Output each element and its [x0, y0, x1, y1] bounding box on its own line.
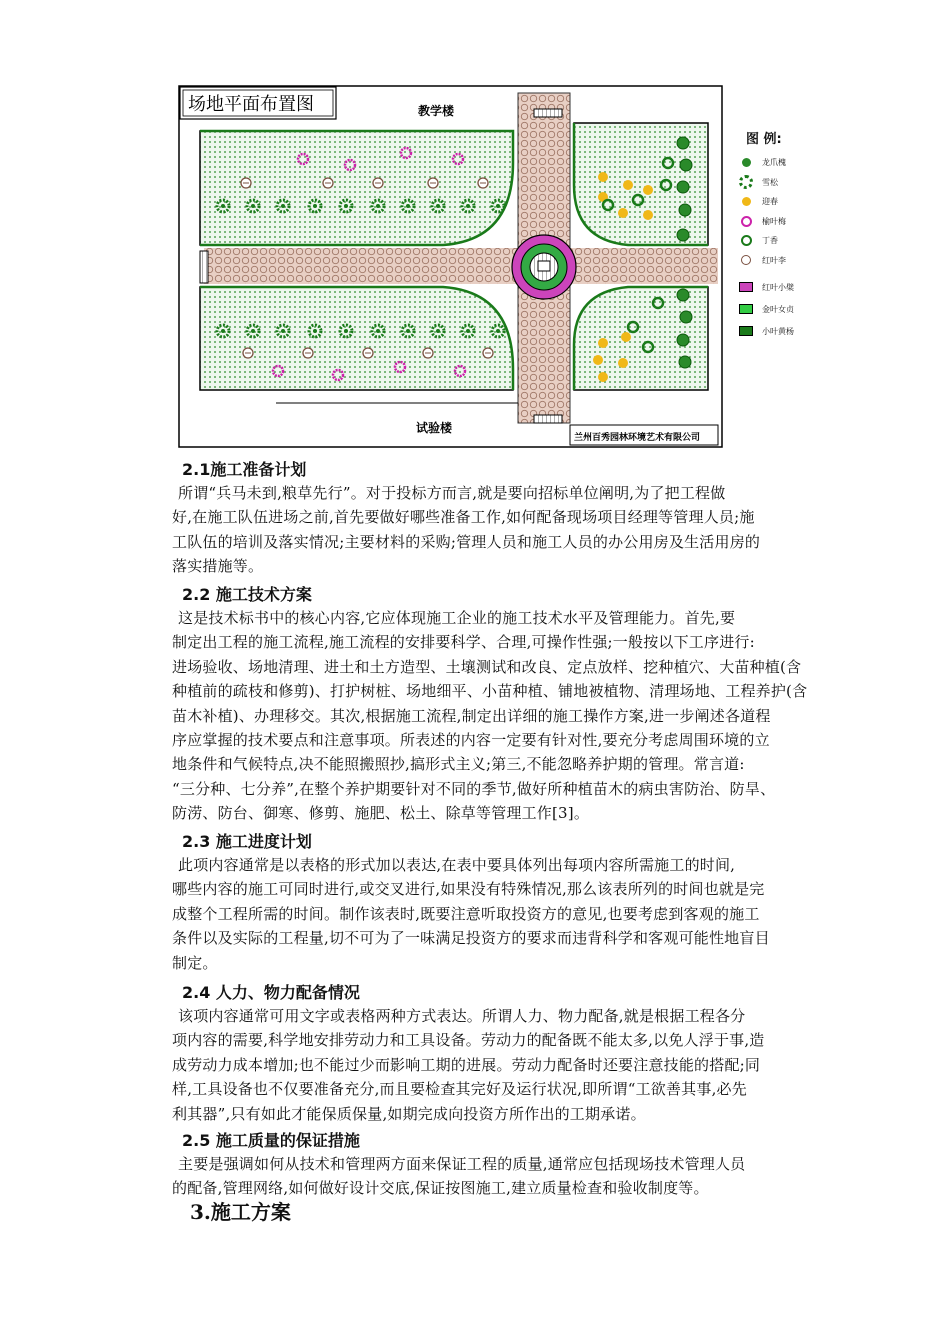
legend-item [738, 320, 818, 342]
paragraph-line: 种植前的疏枝和修剪)、打护树桩、场地细平、小苗种植、铺地被植物、清理场地、工程养护(含 [172, 682, 808, 701]
barberry-swatch-icon [738, 282, 754, 292]
paragraph-line: 主要是强调如何从技术和管理两方面来保证工程的质量,通常应包括现场技术管理人员 [178, 1155, 746, 1173]
legend-item [738, 173, 818, 193]
teaching-building-label: 教学楼 [418, 104, 455, 118]
flower-icon [593, 355, 603, 365]
blossom-icon [738, 216, 754, 227]
flower-icon [643, 185, 653, 195]
legend-label: 龙爪槐 [762, 158, 786, 168]
tree-icon [677, 137, 689, 149]
legend-list [738, 153, 818, 342]
flower-icon [623, 180, 633, 190]
legend-label: 雪松 [762, 177, 778, 187]
legend-label: 丁香 [762, 236, 778, 246]
plan-title: 场地平面布置图 [188, 94, 314, 115]
tree-icon [738, 158, 754, 167]
paragraph-line: 项内容的需要,科学地安排劳动力和工具设备。劳动力的配备既不能太多,以免人浮于事,造 [172, 1031, 765, 1050]
legend-label: 金叶女贞 [762, 304, 794, 314]
legend-item [738, 192, 818, 212]
paragraph-line: 进场验收、场地清理、进土和土方造型、土壤测试和改良、定点放样、挖种植穴、大苗种植(含 [172, 657, 802, 676]
section-heading: 2.2 施工技术方案 [182, 585, 312, 604]
paragraph-line: 序应掌握的技术要点和注意事项。所表述的内容一定要有针对性,要充分考虑周围环境的立 [172, 731, 770, 750]
legend-item [738, 153, 818, 173]
paragraph-line: 苗木补植)、办理移交。其次,根据施工流程,制定出详细的施工操作方案,进一步阐述各道程 [172, 706, 771, 725]
paragraph-line: 制定。 [172, 953, 218, 972]
tree-icon [679, 204, 691, 216]
tree-icon [680, 311, 692, 323]
company-label: 兰州百秀园林环境艺术有限公司 [574, 433, 701, 443]
flower-icon [618, 358, 628, 368]
paragraph-line: 这是技术标书中的核心内容,它应体现施工企业的施工技术水平及管理能力。首先,要 [178, 609, 736, 627]
legend-item [738, 212, 818, 232]
paragraph-line: 好,在施工队伍进场之前,首先要做好哪些准备工作,如何配备现场项目经理等管理人员;施 [172, 508, 755, 527]
paragraph-line: 防涝、防台、御寒、修剪、施肥、松土、除草等管理工作[3]。 [172, 804, 590, 823]
paragraph-line: 工队伍的培训及落实情况;主要材料的采购;管理人员和施工人员的办公用房及生活用房的 [172, 532, 761, 551]
flower-icon [618, 208, 628, 218]
legend-panel [738, 128, 838, 147]
paragraph-line: 成劳动力成本增加;也不能过少而影响工期的进展。劳动力配备时还要注意技能的搭配;同 [172, 1055, 761, 1074]
paragraph-line: “三分种、七分养”,在整个养护期要针对不同的季节,做好所种植苗木的病虫害防治、防旱、 [172, 779, 776, 798]
pine-icon [738, 175, 754, 189]
flower-icon [598, 372, 608, 382]
legend-label: 迎春 [762, 197, 778, 207]
tree-icon [677, 289, 689, 301]
site-plan-figure [178, 85, 723, 448]
paragraph-line: 制定出工程的施工流程,施工流程的安排要科学、合理,可操作性强;一般按以下工序进行: [172, 633, 755, 652]
section-heading: 2.5 施工质量的保证措施 [182, 1131, 360, 1150]
tree-icon [680, 159, 692, 171]
flower-icon [621, 332, 631, 342]
tree-icon [677, 181, 689, 193]
flower-icon [598, 172, 608, 182]
legend-label: 小叶黄杨 [762, 326, 794, 336]
legend-title: 图 例: [746, 132, 782, 147]
legend-item [738, 251, 818, 271]
boxwood-swatch-icon [738, 326, 754, 336]
chapter-heading: 3.施工方案 [190, 1200, 291, 1224]
flower-icon [598, 338, 608, 348]
legend-item [738, 298, 818, 320]
section-heading: 2.3 施工进度计划 [182, 832, 312, 851]
legend-item [738, 276, 818, 298]
section-paragraph [172, 853, 812, 975]
paragraph-line: 该项内容通常可用文字或表格两种方式表达。所谓人力、物力配备,就是根据工程各分 [178, 1007, 746, 1025]
legend-label: 红叶小檗 [762, 282, 794, 292]
section-heading: 2.1施工准备计划 [182, 460, 307, 479]
tree-icon [677, 229, 689, 241]
section-paragraph [172, 606, 812, 826]
paragraph-line: 此项内容通常是以表格的形式加以表达,在表中要具体列出每项内容所需施工的时间, [178, 856, 736, 874]
section-paragraph [172, 1152, 812, 1201]
paragraph-line: 所谓“兵马未到,粮草先行”。对于投标方而言,就是要向招标单位阐明,为了把工程做 [178, 484, 726, 502]
paragraph-line: 的配备,管理网络,如何做好设计交底,保证按图施工,建立质量检查和验收制度等。 [172, 1179, 709, 1198]
section-paragraph [172, 1004, 812, 1126]
section-paragraph [172, 481, 812, 579]
legend-label: 红叶李 [762, 255, 786, 265]
tree-icon [679, 356, 691, 368]
flower-icon [643, 210, 653, 220]
flower-icon [738, 197, 754, 206]
paragraph-line: 落实措施等。 [172, 557, 264, 576]
paragraph-line: 样,工具设备也不仅要准备充分,而且要检查其完好及运行状况,即所谓“工欲善其事,必先 [172, 1080, 747, 1099]
paragraph-line: 条件以及实际的工程量,切不可为了一味满足投资方的要求而违背科学和客观可能性地盲目 [172, 929, 770, 948]
shrub-icon [738, 235, 754, 246]
legend-label: 榆叶梅 [762, 216, 786, 226]
paragraph-line: 哪些内容的施工可同时进行,或交叉进行,如果没有特殊情况,那么该表所列的时间也就是完 [172, 880, 765, 899]
tree-icon [677, 334, 689, 346]
plum-icon [738, 255, 754, 265]
privet-swatch-icon [738, 304, 754, 314]
lab-building-label: 试验楼 [416, 421, 453, 435]
paragraph-line: 地条件和气候特点,决不能照搬照抄,搞形式主义;第三,不能忽略养护期的管理。常言道: [172, 755, 745, 774]
paragraph-line: 成整个工程所需的时间。制作该表时,既要注意听取投资方的意见,也要考虑到客观的施工 [172, 904, 760, 923]
section-heading: 2.4 人力、物力配备情况 [182, 983, 360, 1002]
paragraph-line: 利其器”,只有如此才能保质保量,如期完成向投资方所作出的工期承诺。 [172, 1104, 646, 1123]
legend-item [738, 231, 818, 251]
